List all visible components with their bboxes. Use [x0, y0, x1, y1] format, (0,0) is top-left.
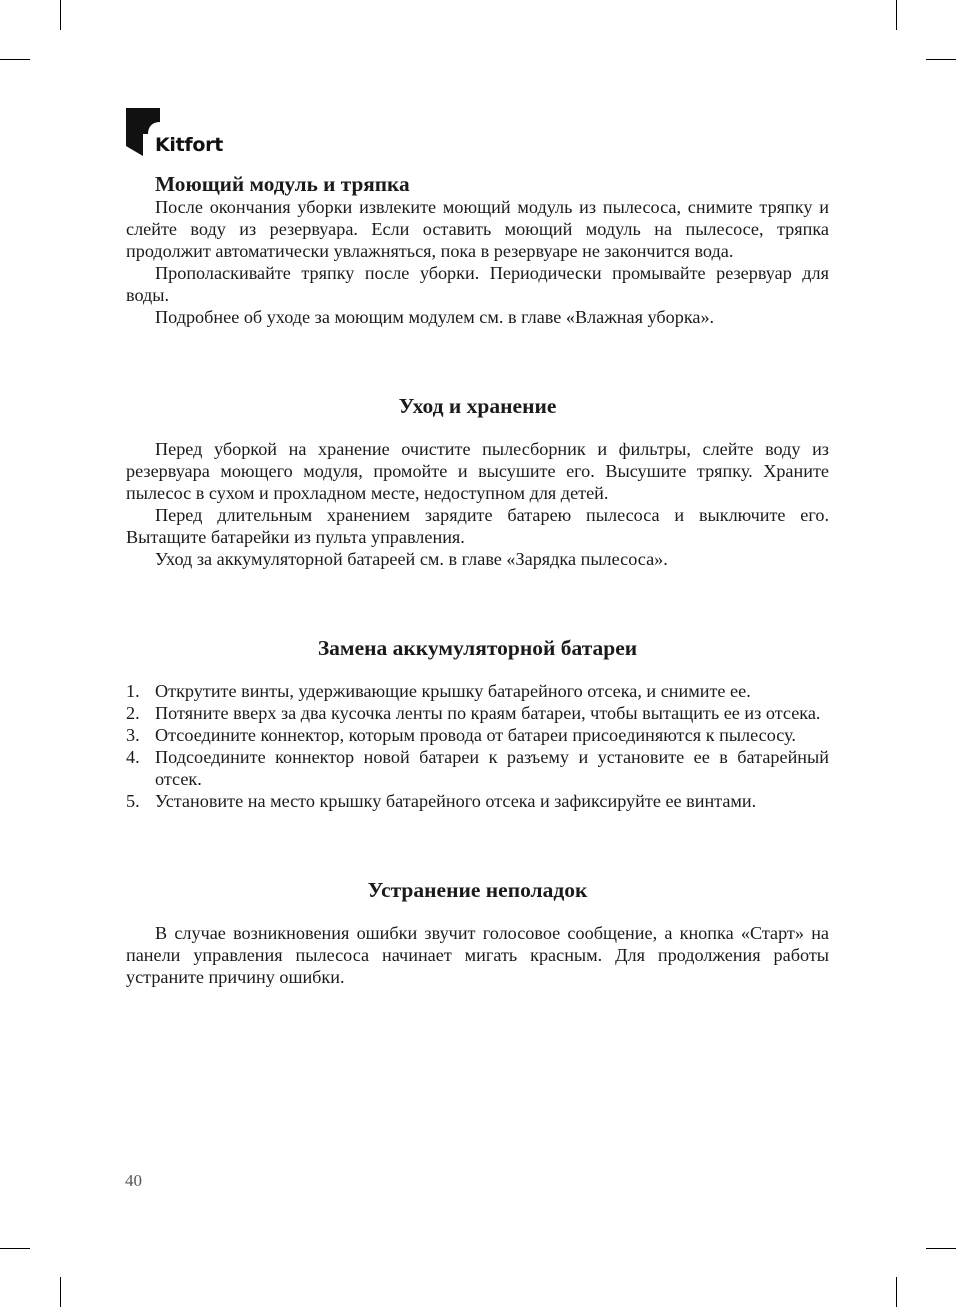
list-item: [126, 702, 829, 724]
section-title-battery: Замена аккумуляторной батареи: [317, 636, 638, 660]
section-title-care: Уход и хранение: [398, 394, 557, 418]
list-item: [126, 746, 829, 790]
brand-logo: [126, 108, 236, 158]
section-title-troubleshooting: Устранение неполадок: [367, 878, 588, 902]
paragraph: Перед уборкой на хранение очистите пылесборник и фильтры, слейте воду из резервуара моющего модуля, промойте и высушите его. Высушите тряпку. Храните пылесос в сухом и прохладном месте, недоступном для детей.: [126, 439, 829, 503]
subhead-wash-module: Моющий модуль и тряпка: [155, 172, 410, 196]
crop-mark: [60, 0, 61, 30]
list-item: [126, 680, 829, 702]
step-text: Подсоедините коннектор новой батареи к разъему и установите ее в батарейный отсек.: [155, 747, 829, 789]
step-number: 5.: [126, 791, 140, 811]
paragraph: Уход за аккумуляторной батареей см. в главе «Зарядка пылесоса».: [155, 549, 668, 569]
step-number: 2.: [126, 703, 140, 723]
step-text: Открутите винты, удерживающие крышку батарейного отсека, и снимите ее.: [155, 681, 751, 701]
paragraph: Перед длительным хранением зарядите батарею пылесоса и выключите его. Вытащите батарейки из пульта управления.: [126, 505, 829, 547]
step-text: Потяните вверх за два кусочка ленты по краям батареи, чтобы вытащить ее из отсека.: [155, 703, 821, 723]
crop-mark: [0, 59, 30, 60]
paragraph: Прополаскивайте тряпку после уборки. Периодически промывайте резервуар для воды.: [126, 263, 829, 305]
list-item: [126, 790, 829, 812]
crop-mark: [926, 1248, 956, 1249]
paragraph: В случае возникновения ошибки звучит голосовое сообщение, а кнопка «Старт» на панели управления пылесоса начинает мигать красным. Для продолжения работы устраните причину ошибки.: [126, 923, 829, 987]
step-number: 3.: [126, 725, 140, 745]
paragraph: После окончания уборки извлеките моющий модуль из пылесоса, снимите тряпку и слейте воду из резервуара. Если оставить моющий модуль на пылесосе, тряпка продолжит автоматически увлажняться, пока в резервуаре не закончится вода.: [126, 197, 829, 261]
battery-steps-list: [126, 680, 829, 812]
crop-mark: [926, 59, 956, 60]
step-number: 1.: [126, 681, 140, 701]
step-text: Установите на место крышку батарейного отсека и зафиксируйте ее винтами.: [155, 791, 757, 811]
brand-name: Kitfort: [155, 134, 223, 156]
page-content: [126, 172, 829, 988]
step-text: Отсоедините коннектор, которым провода от батареи присоединяются к пылесосу.: [155, 725, 796, 745]
crop-mark: [0, 1248, 30, 1249]
crop-mark: [896, 1277, 897, 1307]
list-item: [126, 724, 829, 746]
paragraph: Подробнее об уходе за моющим модулем см. в главе «Влажная уборка».: [155, 307, 715, 327]
crop-mark: [896, 0, 897, 30]
step-number: 4.: [126, 747, 140, 767]
page-number: 40: [125, 1171, 142, 1190]
crop-mark: [60, 1277, 61, 1307]
